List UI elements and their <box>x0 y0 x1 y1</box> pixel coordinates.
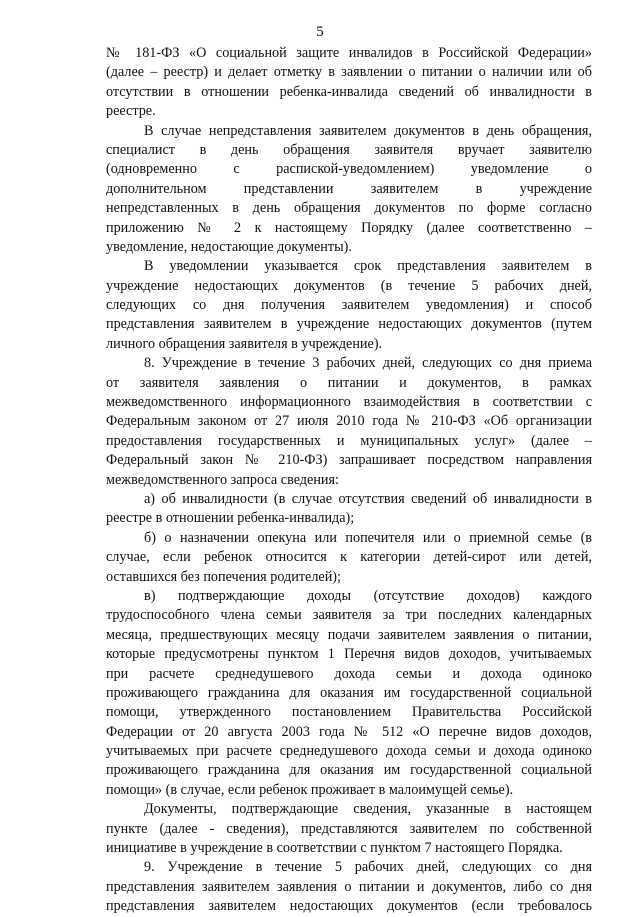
text-line: межведомственного информационного взаимодействия в соответствии с <box>106 394 592 411</box>
text-line: проживающего гражданина для оказания им государственной социальной <box>106 762 592 779</box>
text-line: № 181-ФЗ «О социальной защите инвалидов в Российской Федерации» <box>106 45 592 61</box>
text-line: приложению № 2 к настоящему Порядку (далее соответственно – <box>106 219 592 236</box>
text-line: пункте (далее - сведения), представляются заявителем по собственной <box>106 820 592 837</box>
text-line: в) подтверждающие доходы (отсутствие доходов) каждого <box>144 587 592 604</box>
page-number: 5 <box>316 24 324 40</box>
text-line: следующих со дня получения заявителем уведомления) и способ <box>106 297 592 314</box>
text-line: учитываемых при расчете среднедушевого дохода семьи и дохода одиноко <box>106 743 592 760</box>
document-body <box>106 44 592 917</box>
text-line: межведомственного запроса сведения: <box>106 471 339 488</box>
text-line: случае, если ребенок относится к категории детей-сирот или детей, <box>106 549 592 566</box>
text-line: Федерации от 20 августа 2003 года № 512 «О перечне видов доходов, <box>106 723 592 740</box>
text-line: В случае непредставления заявителем документов в день обращения, <box>144 122 592 139</box>
text-line: помощи» (в случае, если ребенок проживает в малоимущей семье). <box>106 781 514 798</box>
text-line: 8. Учреждение в течение 3 рабочих дней, следующих со дня приема <box>144 355 592 372</box>
text-line: представления заявителем в учреждение недостающих документов (путем <box>106 316 592 333</box>
text-line: представления заявителем недостающих документов (если требовалось <box>106 898 592 915</box>
text-line: В уведомлении указывается срок представления заявителем в <box>144 258 592 275</box>
text-line: 9. Учреждение в течение 5 рабочих дней, следующих со дня <box>144 859 592 876</box>
text-line: от заявителя заявления о питании и документов, в рамках <box>106 374 592 391</box>
text-line: Документы, подтверждающие сведения, указанные в настоящем <box>144 801 592 818</box>
text-line: при расчете среднедушевого дохода семьи и дохода одиноко <box>106 665 592 682</box>
text-line: оставшихся без попечения родителей); <box>106 568 341 585</box>
text-line: месяца, предшествующих месяцу подачи заявителем заявления о питании, <box>106 626 592 643</box>
paragraph <box>106 800 592 858</box>
text-line: реестре. <box>106 103 156 120</box>
text-line: которые предусмотрены пунктом 1 Перечня видов доходов, учитываемых <box>106 646 592 663</box>
text-line: отсутствии в отношении ребенка-инвалида сведений об инвалидности в <box>106 83 592 100</box>
text-line: уведомление, недостающие документы). <box>106 238 352 255</box>
text-line: дополнительном представлении заявителем в учреждение <box>106 180 592 197</box>
paragraph <box>106 257 592 354</box>
text-line: б) о назначении опекуна или попечителя или о приемной семье (в <box>144 529 592 546</box>
text-line: учреждение недостающих документов (в течение 5 рабочих дней, <box>106 277 592 294</box>
paragraph <box>106 122 592 258</box>
paragraph <box>106 354 592 490</box>
text-line: предоставления государственных и муниципальных услуг» (далее – <box>106 432 592 449</box>
text-line: помощи, утвержденного постановлением Правительства Российской <box>106 704 592 721</box>
paragraph <box>106 490 592 529</box>
text-line: личного обращения заявителя в учреждение). <box>106 335 383 352</box>
text-line: проживающего гражданина для оказания им государственной социальной <box>106 684 592 701</box>
paragraph <box>106 858 592 916</box>
text-line: инициативе в учреждение в соответствии с пунктом 7 настоящего Порядка. <box>106 840 563 857</box>
text-line: представления заявителем заявления о питании и документов, либо со дня <box>106 878 592 895</box>
paragraph <box>106 587 592 800</box>
text-line: а) об инвалидности (в случае отсутствия сведений об инвалидности в <box>144 490 592 507</box>
text-line: (одновременно с распиской-уведомлением) уведомление о <box>106 161 592 178</box>
paragraph <box>106 529 592 587</box>
text-line: Федеральный закон № 210-ФЗ) запрашивает посредством направления <box>106 452 592 469</box>
text-line: специалист в день обращения заявителя вручает заявителю <box>106 141 592 158</box>
text-line: реестре в отношении ребенка-инвалида); <box>106 510 355 527</box>
text-line: Федеральным законом от 27 июля 2010 года № 210-ФЗ «Об организации <box>106 413 592 430</box>
text-line: трудоспособного члена семьи заявителя за три последних календарных <box>106 607 592 624</box>
paragraph <box>106 44 592 122</box>
text-line: (далее – реестр) и делает отметку в заявлении о питании о наличии или об <box>106 64 592 81</box>
text-line: непредставленных в день обращения документов по форме согласно <box>106 200 592 217</box>
